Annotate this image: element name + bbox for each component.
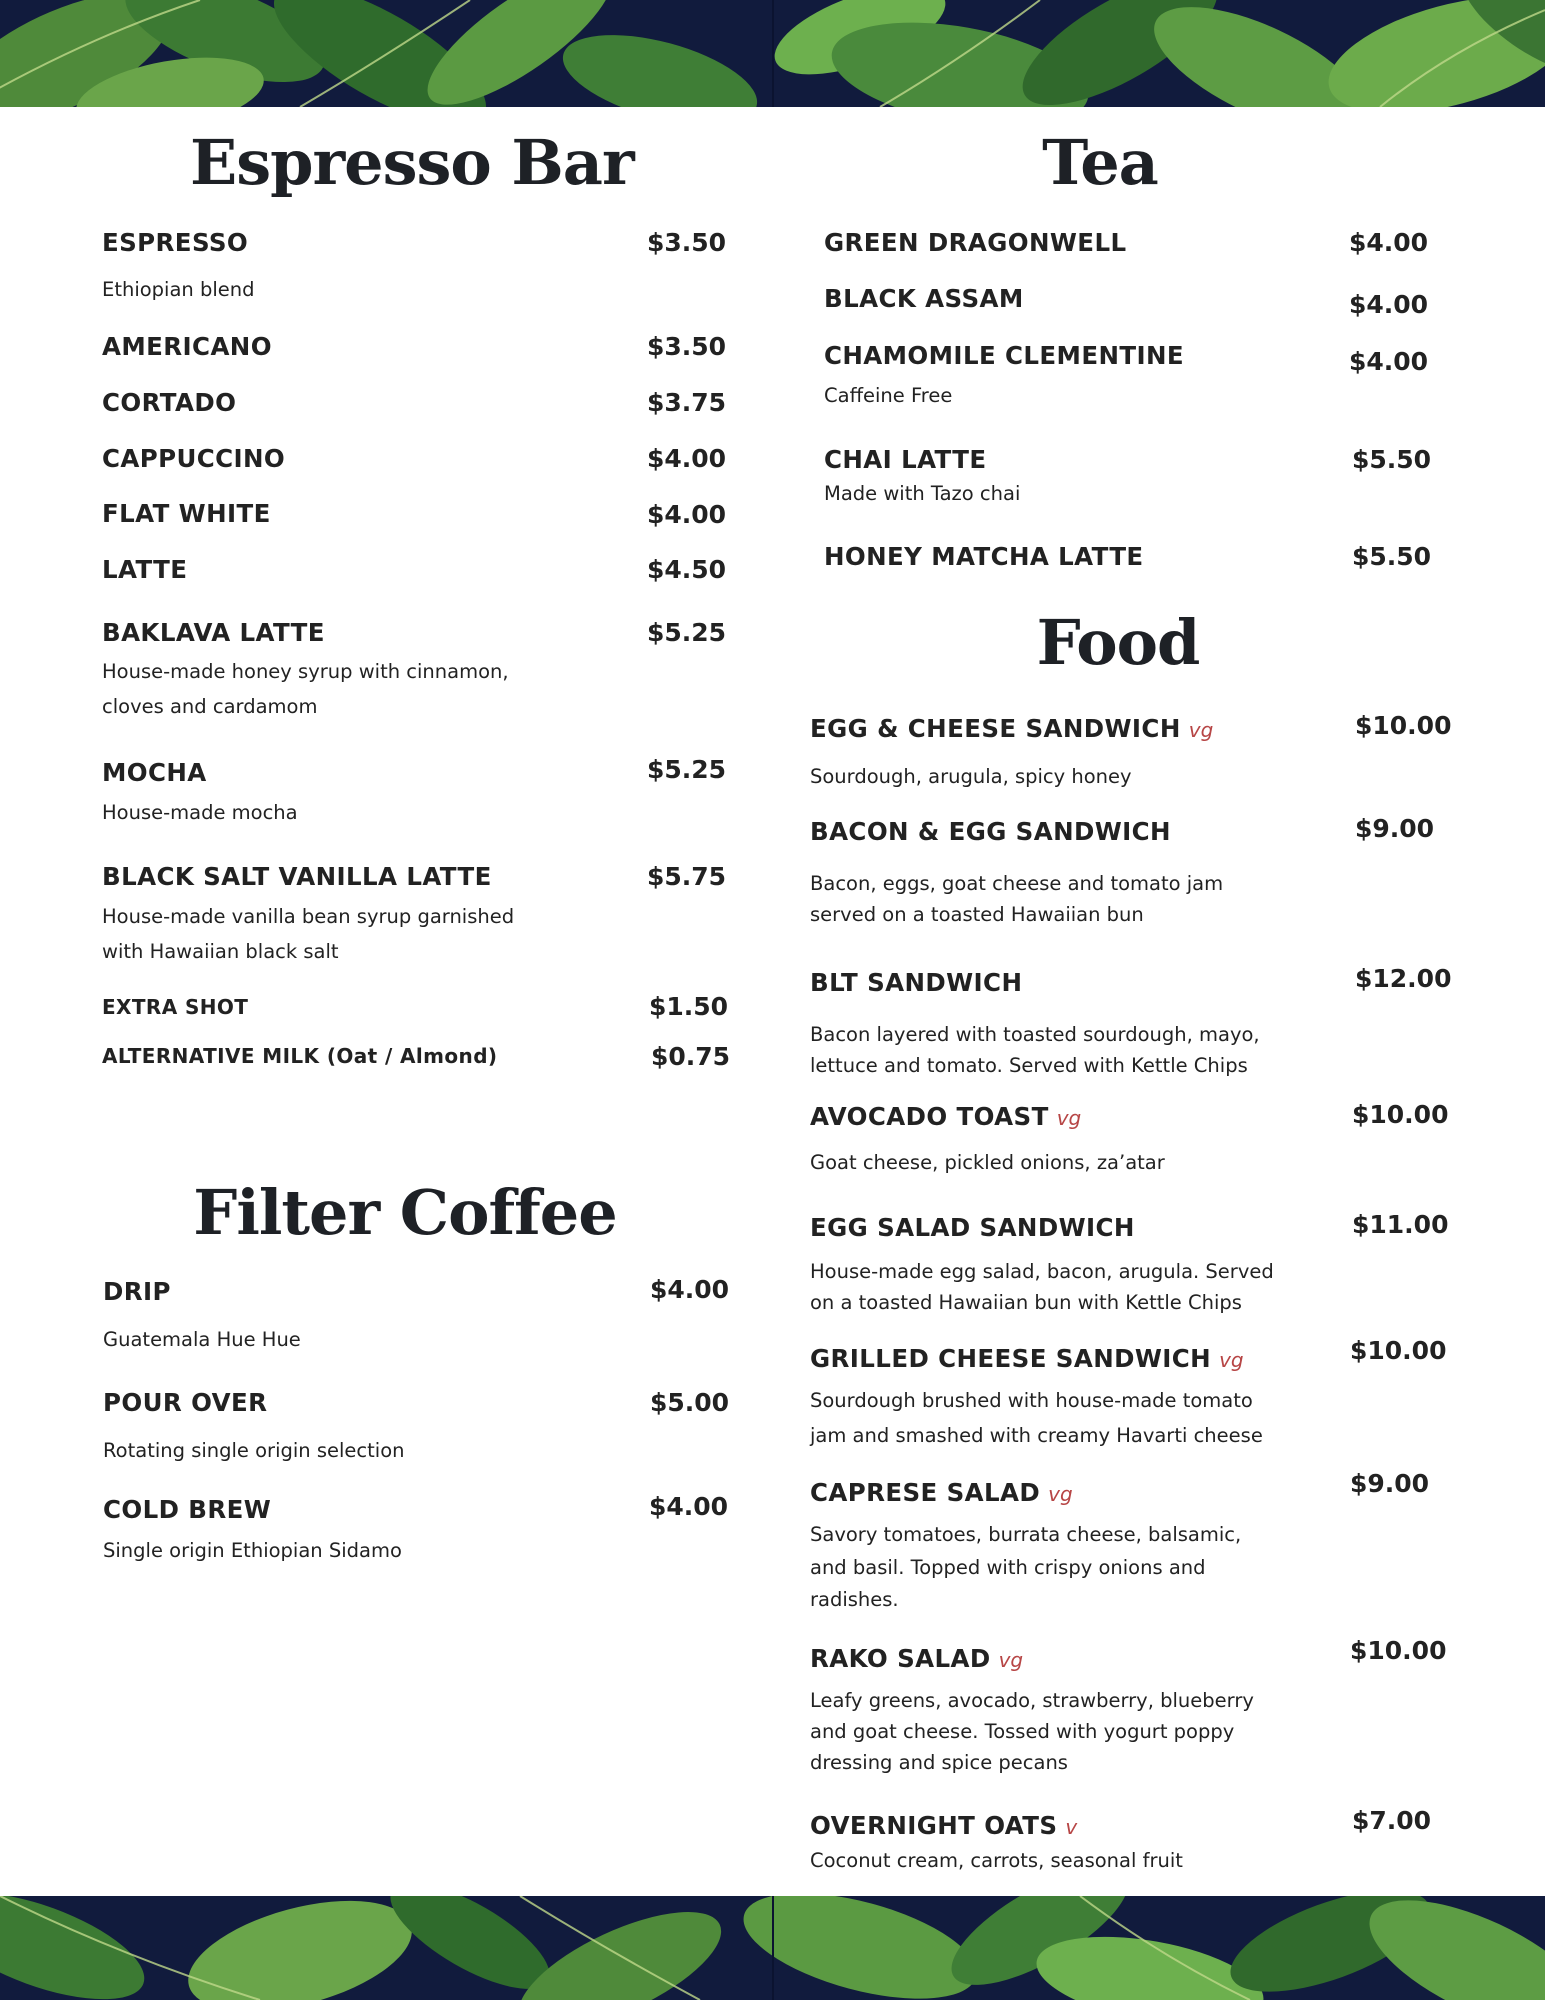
description-line: and basil. Topped with crispy onions and: [810, 1555, 1206, 1579]
description-line: radishes.: [810, 1588, 899, 1611]
menu-item-description: [810, 868, 1223, 930]
description-line: and goat cheese. Tossed with yogurt poppy: [810, 1720, 1235, 1743]
menu-item-price: $5.50: [1352, 542, 1432, 571]
menu-item-price: $12.00: [1355, 964, 1452, 993]
menu-item-price: $1.50: [649, 992, 729, 1021]
vegetarian-tag: vg: [1048, 1482, 1073, 1506]
menu-item-name: [810, 1644, 1023, 1673]
menu-item-price: $7.00: [1352, 1806, 1432, 1835]
description-line: with Hawaiian black salt: [102, 940, 339, 963]
menu-item-description: Coconut cream, carrots, seasonal fruit: [810, 1849, 1183, 1872]
menu-item-name: CHAMOMILE CLEMENTINE: [824, 341, 1185, 370]
vegetarian-tag: vg: [998, 1648, 1024, 1672]
item-name-text: OVERNIGHT OATS: [810, 1811, 1058, 1840]
menu-item-price: $5.75: [647, 862, 727, 891]
menu-item-price: $10.00: [1350, 1636, 1447, 1665]
menu-item-description: Goat cheese, pickled onions, za’atar: [810, 1151, 1165, 1174]
menu-item-name: COLD BREW: [103, 1495, 272, 1524]
menu-item-description: [810, 1685, 1254, 1778]
menu-item-name: [810, 1478, 1073, 1507]
vegetarian-tag: vg: [1219, 1348, 1244, 1372]
menu-item-price: $10.00: [1350, 1336, 1447, 1365]
menu-item-price: $11.00: [1352, 1210, 1449, 1239]
menu-item-price: $5.25: [647, 755, 727, 784]
menu-item-description: Sourdough, arugula, spicy honey: [810, 765, 1132, 788]
tea-heading: Tea: [1042, 126, 1158, 199]
menu-item-price: $9.00: [1350, 1469, 1430, 1498]
description-line: Bacon, eggs, goat cheese and tomato jam: [810, 872, 1224, 895]
menu-item-name: FLAT WHITE: [102, 499, 271, 528]
espresso-bar-heading: Espresso Bar: [190, 126, 634, 199]
description-line: House-made egg salad, bacon, arugula. Served: [810, 1260, 1274, 1283]
description-line: jam and smashed with creamy Havarti cheese: [810, 1424, 1263, 1447]
menu-item-name: HONEY MATCHA LATTE: [824, 542, 1144, 571]
menu-item-description: Ethiopian blend: [102, 278, 255, 301]
menu-item-price: $4.00: [1349, 290, 1429, 319]
menu-item-price: $3.50: [647, 332, 727, 361]
menu-item-description: House-made mocha: [102, 801, 298, 824]
description-line: cloves and cardamom: [102, 695, 318, 718]
top-leaf-banner: [0, 0, 1545, 107]
menu-item-description: [810, 1019, 1260, 1081]
menu-item-name: ALTERNATIVE MILK (Oat / Almond): [102, 1044, 498, 1068]
menu-item-price: $10.00: [1355, 711, 1452, 740]
menu-item-price: $4.00: [647, 444, 727, 473]
menu-item-description: [102, 654, 509, 724]
menu-item-name: BACON & EGG SANDWICH: [810, 817, 1171, 846]
menu-item-price: $3.50: [647, 228, 727, 257]
vegetarian-tag: vg: [1188, 718, 1214, 742]
item-name-text: EGG & CHEESE SANDWICH: [810, 714, 1181, 743]
menu-item-description: [810, 1383, 1263, 1453]
menu-item-name: [810, 1102, 1081, 1131]
menu-item-description: Guatemala Hue Hue: [103, 1328, 301, 1351]
menu-item-name: CHAI LATTE: [824, 445, 987, 474]
menu-item-price: $5.00: [650, 1388, 730, 1417]
item-name-text: RAKO SALAD: [810, 1644, 991, 1673]
menu-item-name: BLACK ASSAM: [824, 284, 1024, 313]
description-line: dressing and spice pecans: [810, 1751, 1068, 1774]
menu-item-price: $5.50: [1352, 445, 1432, 474]
description-line: lettuce and tomato. Served with Kettle Chips: [810, 1054, 1248, 1077]
menu-item-price: $4.00: [649, 1492, 729, 1521]
vegan-tag: v: [1065, 1815, 1078, 1839]
menu-item-name: BAKLAVA LATTE: [102, 618, 325, 647]
menu-item-name: GREEN DRAGONWELL: [824, 228, 1127, 257]
menu-item-name: ESPRESSO: [102, 228, 249, 257]
menu-item-name: DRIP: [103, 1277, 171, 1306]
description-line: Bacon layered with toasted sourdough, mayo,: [810, 1023, 1260, 1046]
menu-item-description: Caffeine Free: [824, 384, 953, 407]
menu-item-name: LATTE: [102, 555, 188, 584]
food-heading: Food: [1036, 606, 1200, 679]
menu-item-price: $0.75: [651, 1042, 731, 1071]
menu-item-price: $4.00: [650, 1275, 730, 1304]
menu-item-name: [810, 1344, 1244, 1373]
description-line: House-made vanilla bean syrup garnished: [102, 905, 515, 928]
item-name-text: CAPRESE SALAD: [810, 1478, 1041, 1507]
menu-item-name: BLT SANDWICH: [810, 968, 1023, 997]
leaf-pattern-graphic: [0, 1896, 1545, 2000]
menu-item-name: CORTADO: [102, 388, 237, 417]
description-line: served on a toasted Hawaiian bun: [810, 903, 1144, 926]
menu-item-name: MOCHA: [102, 758, 207, 787]
menu-item-description: Single origin Ethiopian Sidamo: [103, 1539, 402, 1562]
menu-item-name: EGG SALAD SANDWICH: [810, 1213, 1135, 1242]
menu-item-price: $4.50: [647, 555, 727, 584]
description-line: Leafy greens, avocado, strawberry, blueberry: [810, 1689, 1254, 1712]
menu-item-description: [810, 1519, 1241, 1617]
menu-item-name: EXTRA SHOT: [102, 995, 249, 1019]
description-line: Savory tomatoes, burrata cheese, balsamic,: [810, 1523, 1242, 1546]
leaf-pattern-graphic: [0, 0, 1545, 107]
menu-item-name: [810, 714, 1213, 743]
menu-item-name: POUR OVER: [103, 1388, 268, 1417]
menu-item-price: $9.00: [1355, 814, 1435, 843]
menu-item-price: $4.00: [1349, 347, 1429, 376]
menu-item-name: AMERICANO: [102, 332, 272, 361]
item-name-text: GRILLED CHEESE SANDWICH: [810, 1344, 1212, 1373]
filter-coffee-heading: Filter Coffee: [193, 1176, 617, 1249]
description-line: on a toasted Hawaiian bun with Kettle Chips: [810, 1291, 1242, 1314]
menu-item-name: [810, 1811, 1077, 1840]
menu-item-price: $3.75: [647, 388, 727, 417]
menu-item-price: $4.00: [647, 500, 727, 529]
item-name-text: AVOCADO TOAST: [810, 1102, 1049, 1131]
menu-item-price: $4.00: [1349, 228, 1429, 257]
menu-item-price: $5.25: [647, 618, 727, 647]
menu-item-description: Rotating single origin selection: [103, 1439, 405, 1462]
menu-item-description: Made with Tazo chai: [824, 482, 1021, 505]
menu-item-price: $10.00: [1352, 1100, 1449, 1129]
menu-item-name: BLACK SALT VANILLA LATTE: [102, 862, 492, 891]
bottom-leaf-banner: [0, 1896, 1545, 2000]
description-line: House-made honey syrup with cinnamon,: [102, 660, 509, 683]
menu-item-description: [810, 1256, 1274, 1318]
menu-item-description: [102, 899, 514, 969]
vegetarian-tag: vg: [1056, 1106, 1082, 1130]
description-line: Sourdough brushed with house-made tomato: [810, 1389, 1253, 1412]
menu-item-name: CAPPUCCINO: [102, 444, 286, 473]
